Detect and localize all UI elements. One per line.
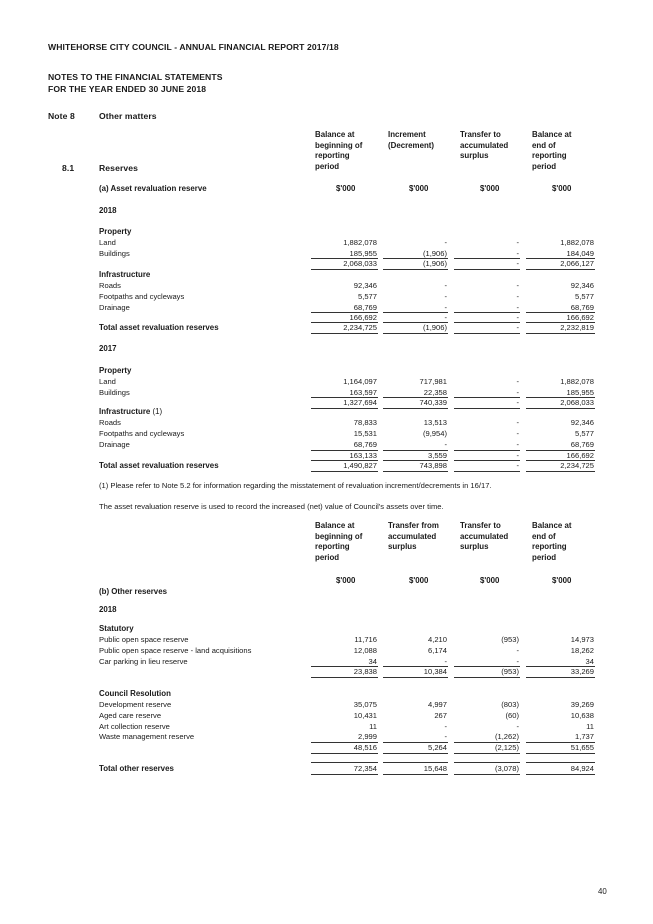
rule-line — [383, 333, 448, 334]
value-cell: 35,075 — [353, 700, 377, 709]
value-cell: 92,346 — [570, 418, 594, 427]
footnote-ref: (1) — [152, 407, 163, 416]
t1-col4-header: Balance at end of reporting period — [532, 130, 572, 171]
property-heading-2018: Property — [99, 227, 132, 236]
rule-line — [383, 450, 448, 451]
value-cell: (1,262) — [494, 732, 519, 741]
value-cell: 185,955 — [566, 388, 594, 397]
rule-line — [526, 460, 595, 461]
rule-line — [311, 677, 378, 678]
value-cell: 33,269 — [570, 667, 594, 676]
row-label: Buildings — [99, 249, 130, 258]
rule-line — [383, 322, 448, 323]
asset-reserve-heading: (a) Asset revaluation reserve — [99, 184, 207, 193]
value-cell: 740,339 — [419, 398, 447, 407]
rule-line — [454, 333, 520, 334]
value-cell: - — [516, 418, 519, 427]
value-cell: 5,264 — [427, 743, 447, 752]
t2-unit-3: $'000 — [480, 576, 500, 585]
note-number: Note 8 — [48, 111, 75, 121]
value-cell: - — [516, 323, 519, 332]
rule-line — [454, 322, 520, 323]
period-title: FOR THE YEAR ENDED 30 JUNE 2018 — [48, 84, 207, 94]
rule-line — [383, 258, 448, 259]
value-cell: 2,068,033 — [560, 398, 594, 407]
value-cell: (60) — [505, 711, 519, 720]
rule-line — [526, 677, 595, 678]
t1-unit-2: $'000 — [409, 184, 429, 193]
total-label-2017: Total asset revaluation reserves — [99, 461, 219, 470]
rule-line — [454, 753, 520, 754]
value-cell: (1,906) — [422, 249, 447, 258]
value-cell: 23,838 — [353, 667, 377, 676]
value-cell: 68,769 — [570, 303, 594, 312]
value-cell: 1,882,078 — [560, 377, 594, 386]
row-label: Car parking in lieu reserve — [99, 657, 188, 666]
rule-line — [526, 258, 595, 259]
value-cell: - — [444, 440, 447, 449]
value-cell: 166,692 — [349, 313, 377, 322]
infrastructure-heading-2017: Infrastructure (1) — [99, 407, 163, 416]
rule-line — [526, 269, 595, 270]
rule-line — [311, 460, 378, 461]
row-label: Development reserve — [99, 700, 172, 709]
total-label-2018: Total asset revaluation reserves — [99, 323, 219, 332]
t1-col1-header: Balance at beginning of reporting period — [315, 130, 363, 171]
statutory-heading: Statutory — [99, 624, 134, 633]
value-cell: 4,997 — [427, 700, 447, 709]
row-label: Public open space reserve — [99, 635, 189, 644]
value-cell: 22,358 — [423, 388, 447, 397]
rule-line — [454, 312, 520, 313]
t2-unit-4: $'000 — [552, 576, 572, 585]
value-cell: 163,597 — [349, 388, 377, 397]
rule-line — [311, 322, 378, 323]
rule-line — [526, 666, 595, 667]
value-cell: 1,882,078 — [560, 238, 594, 247]
value-cell: 4,210 — [427, 635, 447, 644]
row-label: Footpaths and cycleways — [99, 429, 185, 438]
value-cell: 1,737 — [574, 732, 594, 741]
row-label: Land — [99, 238, 116, 247]
rule-line — [454, 774, 520, 775]
value-cell: (803) — [501, 700, 519, 709]
rule-line — [526, 471, 595, 472]
other-reserves-heading: (b) Other reserves — [99, 587, 167, 596]
value-cell: - — [516, 657, 519, 666]
value-cell: 2,234,725 — [560, 461, 594, 470]
rule-line — [311, 258, 378, 259]
value-cell: - — [444, 722, 447, 731]
rule-line — [383, 397, 448, 398]
value-cell: - — [444, 657, 447, 666]
row-label: Drainage — [99, 303, 130, 312]
rule-line — [311, 666, 378, 667]
value-cell: 39,269 — [570, 700, 594, 709]
t1-unit-1: $'000 — [336, 184, 356, 193]
year-2017-label: 2017 — [99, 344, 117, 353]
rule-line — [311, 397, 378, 398]
t1-col2-header: Increment (Decrement) — [388, 130, 435, 150]
value-cell: - — [516, 461, 519, 470]
value-cell: - — [516, 292, 519, 301]
value-cell: 6,174 — [427, 646, 447, 655]
value-cell: - — [516, 451, 519, 460]
rule-line — [311, 269, 378, 270]
value-cell: 10,431 — [353, 711, 377, 720]
value-cell: 2,232,819 — [560, 323, 594, 332]
value-cell: 72,354 — [353, 764, 377, 773]
section-title: Reserves — [99, 163, 139, 173]
value-cell: 18,262 — [570, 646, 594, 655]
value-cell: 10,384 — [423, 667, 447, 676]
rule-line — [526, 333, 595, 334]
footnote: (1) Please refer to Note 5.2 for information regarding the misstatement of revaluation increment/decrements in 16/17. — [99, 481, 492, 490]
value-cell: 10,638 — [570, 711, 594, 720]
notes-title: NOTES TO THE FINANCIAL STATEMENTS — [48, 72, 223, 82]
rule-line — [311, 753, 378, 754]
council-resolution-heading: Council Resolution — [99, 689, 171, 698]
value-cell: - — [516, 303, 519, 312]
rule-line — [454, 408, 520, 409]
value-cell: 11,716 — [354, 635, 377, 644]
rule-line — [454, 471, 520, 472]
t2-col2-header: Transfer from accumulated surplus — [388, 521, 439, 551]
value-cell: 68,769 — [570, 440, 594, 449]
rule-line — [526, 322, 595, 323]
value-cell: - — [444, 292, 447, 301]
t1-col3-header: Transfer to accumulated surplus — [460, 130, 509, 160]
value-cell: 184,049 — [566, 249, 594, 258]
rule-line — [454, 258, 520, 259]
row-label: Roads — [99, 281, 121, 290]
section-number: 8.1 — [62, 163, 75, 173]
value-cell: - — [516, 646, 519, 655]
value-cell: - — [516, 388, 519, 397]
value-cell: 13,513 — [423, 418, 447, 427]
t2-unit-2: $'000 — [409, 576, 429, 585]
value-cell: 5,577 — [357, 292, 377, 301]
rule-line — [526, 312, 595, 313]
value-cell: 48,516 — [353, 743, 377, 752]
value-cell: 92,346 — [570, 281, 594, 290]
report-title: WHITEHORSE CITY COUNCIL - ANNUAL FINANCIAL REPORT 2017/18 — [48, 42, 339, 52]
rule-line — [454, 269, 520, 270]
value-cell: 51,655 — [570, 743, 594, 752]
row-label: Art collection reserve — [99, 722, 170, 731]
rule-line — [383, 762, 448, 763]
value-cell: 78,833 — [353, 418, 377, 427]
value-cell: - — [516, 259, 519, 268]
infrastructure-heading-2018: Infrastructure — [99, 270, 151, 279]
value-cell: - — [516, 429, 519, 438]
value-cell: 92,346 — [353, 281, 377, 290]
value-cell: (1,906) — [422, 259, 447, 268]
value-cell: (3,078) — [494, 764, 519, 773]
t2-col4-header: Balance at end of reporting period — [532, 521, 572, 562]
rule-line — [526, 397, 595, 398]
value-cell: - — [444, 303, 447, 312]
value-cell: - — [516, 440, 519, 449]
value-cell: 267 — [434, 711, 447, 720]
value-cell: (9,954) — [422, 429, 447, 438]
value-cell: 2,068,033 — [343, 259, 377, 268]
value-cell: 2,066,127 — [560, 259, 594, 268]
value-cell: 1,490,827 — [343, 461, 377, 470]
value-cell: 5,577 — [574, 292, 594, 301]
value-cell: 12,088 — [353, 646, 377, 655]
value-cell: (1,906) — [422, 323, 447, 332]
value-cell: - — [516, 377, 519, 386]
total-other-reserves-label: Total other reserves — [99, 764, 174, 773]
value-cell: (953) — [501, 635, 519, 644]
value-cell: 1,882,078 — [343, 238, 377, 247]
rule-line — [383, 753, 448, 754]
value-cell: - — [444, 313, 447, 322]
row-label: Aged care reserve — [99, 711, 162, 720]
rule-line — [454, 450, 520, 451]
rule-line — [383, 742, 448, 743]
row-label: Buildings — [99, 388, 130, 397]
value-cell: (953) — [501, 667, 519, 676]
rule-line — [526, 450, 595, 451]
value-cell: - — [516, 722, 519, 731]
value-cell: 84,924 — [570, 764, 594, 773]
value-cell: 1,164,097 — [343, 377, 377, 386]
rule-line — [383, 774, 448, 775]
value-cell: - — [516, 398, 519, 407]
rule-line — [311, 450, 378, 451]
rule-line — [383, 471, 448, 472]
value-cell: 166,692 — [566, 451, 594, 460]
rule-line — [383, 312, 448, 313]
note-title: Other matters — [99, 111, 157, 121]
page-number: 40 — [598, 887, 607, 896]
value-cell: 11 — [586, 722, 594, 731]
rule-line — [311, 742, 378, 743]
rule-line — [311, 312, 378, 313]
year-2018-label-t2: 2018 — [99, 605, 117, 614]
rule-line — [454, 762, 520, 763]
rule-line — [383, 460, 448, 461]
rule-line — [383, 269, 448, 270]
value-cell: 185,955 — [349, 249, 377, 258]
rule-line — [526, 753, 595, 754]
reserve-description: The asset revaluation reserve is used to record the increased (net) value of Council's assets over time. — [99, 502, 444, 511]
t1-unit-3: $'000 — [480, 184, 500, 193]
rule-line — [311, 471, 378, 472]
year-2018-label: 2018 — [99, 206, 117, 215]
value-cell: 163,133 — [349, 451, 377, 460]
value-cell: - — [516, 281, 519, 290]
row-label: Drainage — [99, 440, 130, 449]
value-cell: 34 — [585, 657, 594, 666]
row-label: Public open space reserve - land acquisitions — [99, 646, 252, 655]
value-cell: 68,769 — [353, 440, 377, 449]
rule-line — [383, 677, 448, 678]
value-cell: 11 — [369, 722, 377, 731]
row-label: Land — [99, 377, 116, 386]
rule-line — [454, 677, 520, 678]
value-cell: (2,125) — [494, 743, 519, 752]
rule-line — [454, 742, 520, 743]
value-cell: - — [444, 238, 447, 247]
rule-line — [383, 666, 448, 667]
t2-col1-header: Balance at beginning of reporting period — [315, 521, 363, 562]
rule-line — [454, 666, 520, 667]
value-cell: 2,234,725 — [343, 323, 377, 332]
property-heading-2017: Property — [99, 366, 132, 375]
rule-line — [526, 762, 595, 763]
rule-line — [311, 762, 378, 763]
value-cell: - — [444, 732, 447, 741]
rule-line — [311, 774, 378, 775]
value-cell: 2,999 — [357, 732, 377, 741]
t2-unit-1: $'000 — [336, 576, 356, 585]
value-cell: 1,327,694 — [343, 398, 377, 407]
value-cell: 34 — [368, 657, 377, 666]
value-cell: - — [516, 238, 519, 247]
value-cell: 5,577 — [574, 429, 594, 438]
t1-unit-4: $'000 — [552, 184, 572, 193]
rule-line — [454, 460, 520, 461]
value-cell: 166,692 — [566, 313, 594, 322]
value-cell: - — [516, 249, 519, 258]
rule-line — [526, 742, 595, 743]
rule-line — [454, 397, 520, 398]
value-cell: 743,898 — [419, 461, 447, 470]
value-cell: - — [516, 313, 519, 322]
value-cell: 15,648 — [423, 764, 447, 773]
rule-line — [383, 408, 448, 409]
rule-line — [526, 408, 595, 409]
row-label: Footpaths and cycleways — [99, 292, 185, 301]
rule-line — [526, 774, 595, 775]
rule-line — [311, 333, 378, 334]
rule-line — [311, 408, 378, 409]
value-cell: 717,981 — [419, 377, 447, 386]
value-cell: 14,973 — [570, 635, 594, 644]
value-cell: 68,769 — [353, 303, 377, 312]
value-cell: 15,531 — [353, 429, 377, 438]
row-label: Waste management reserve — [99, 732, 195, 741]
value-cell: - — [444, 281, 447, 290]
value-cell: 3,559 — [427, 451, 447, 460]
row-label: Roads — [99, 418, 121, 427]
t2-col3-header: Transfer to accumulated surplus — [460, 521, 509, 551]
